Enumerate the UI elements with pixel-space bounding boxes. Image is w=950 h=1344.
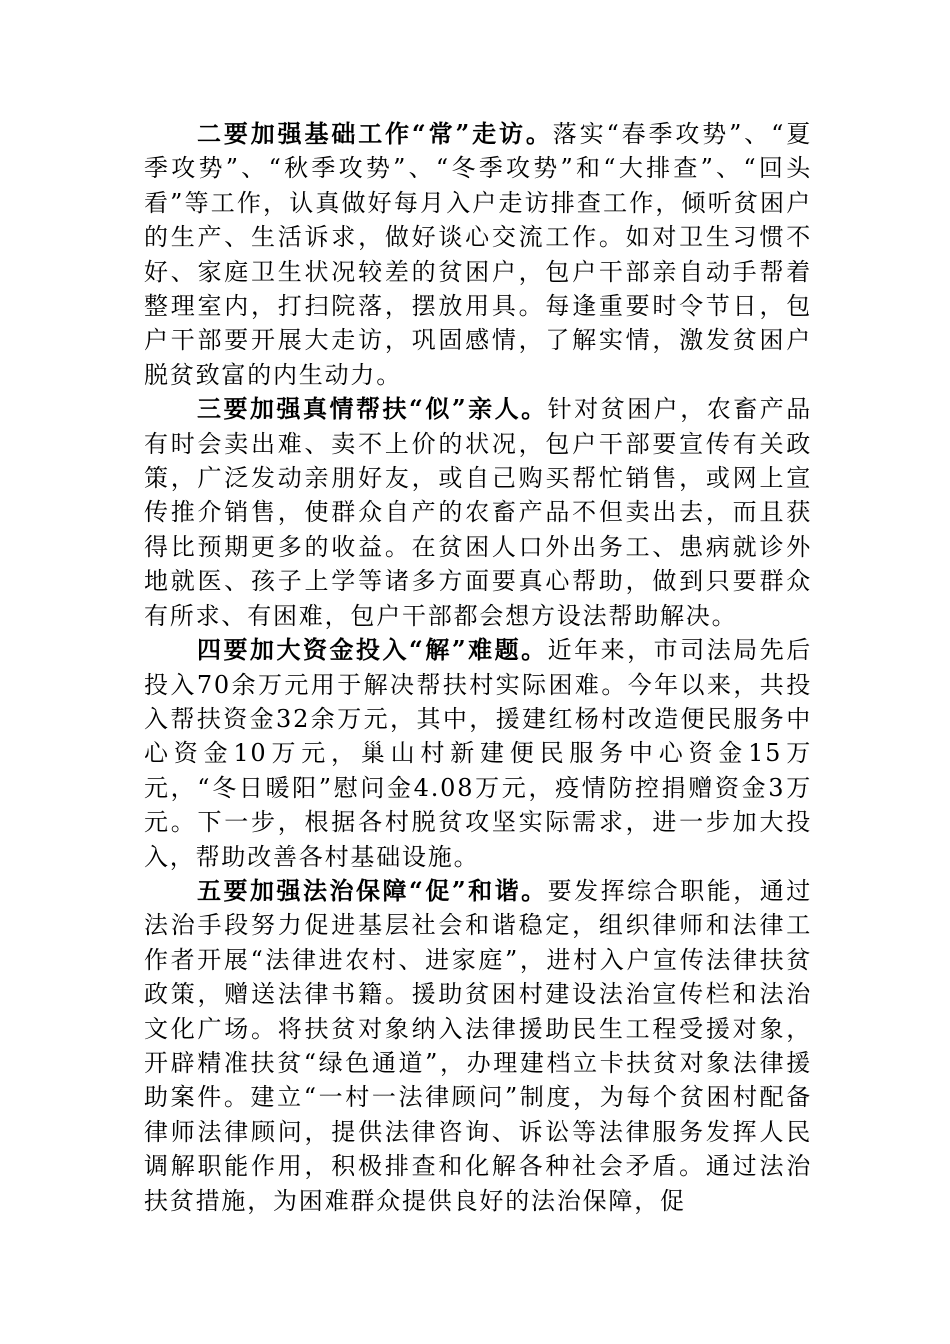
paragraph-body: 落实“春季攻势”、“夏季攻势”、“秋季攻势”、“冬季攻势”和“大排查”、“回头看”等工作，认真做好每月入户走访排查工作，倾听贫困户的生产、生活诉求，做好谈心交流工作。如对卫生习惯不好、家庭卫生状况较差的贫困户，包户干部亲自动手帮着整理室内，打扫院落，摆放用具。每逢重要时令节日，包户干部要开展大走访，巩固感情，了解实情，激发贫困户脱贫致富的内生动力。 [144, 120, 812, 389]
paragraph-heading: 五要加强法治保障“促”和谐。 [197, 875, 548, 905]
paragraph-heading: 三要加强真情帮扶“似”亲人。 [197, 394, 548, 424]
paragraph-heading: 四要加大资金投入“解”难题。 [197, 635, 548, 665]
paragraph-body: 近年来，市司法局先后投入70余万元用于解决帮扶村实际困难。今年以来，共投入帮扶资金32余万元，其中，援建红杨村改造便民服务中心资金10万元，巢山村新建便民服务中心资金15万元，“冬日暖阳”慰问金4.08万元，疫情防控捐赠资金3万元。下一步，根据各村脱贫攻坚实际需求，进一步加大投入，帮助改善各村基础设施。 [144, 636, 813, 871]
paragraph-body: 要发挥综合职能，通过法治手段努力促进基层社会和谐稳定，组织律师和法律工作者开展“法律进农村、进家庭”，进村入户宣传法律扶贫政策，赠送法律书籍。援助贫困村建设法治宣传栏和法治文化广场。将扶贫对象纳入法律援助民生工程受援对象，开辟精准扶贫“绿色通道”，办理建档立卡扶贫对象法律援助案件。建立“一村一法律顾问”制度，为每个贫困村配备律师法律顾问，提供法律咨询、诉讼等法律服务发挥人民调解职能作用，积极排查和化解各种社会矛盾。通过法治扶贫措施，为困难群众提供良好的法治保障，促 [144, 876, 813, 1215]
paragraph-heading: 二要加强基础工作“常”走访。 [197, 119, 553, 148]
document-page [144, 117, 812, 1218]
paragraph-4 [144, 633, 812, 874]
paragraph-5 [144, 874, 812, 1218]
paragraph-body: 针对贫困户，农畜产品有时会卖出难、卖不上价的状况，包户干部要宣传有关政策，广泛发动亲朋好友，或自己购买帮忙销售，或网上宣传推介销售，使群众自产的农畜产品不但卖出去，而且获得比预期更多的收益。在贫困人口外出务工、患病就诊外地就医、孩子上学等诸多方面要真心帮助，做到只要群众有所求、有困难，包户干部都会想方设法帮助解决。 [144, 395, 813, 630]
paragraph-2 [144, 117, 812, 392]
paragraph-3 [144, 392, 812, 633]
